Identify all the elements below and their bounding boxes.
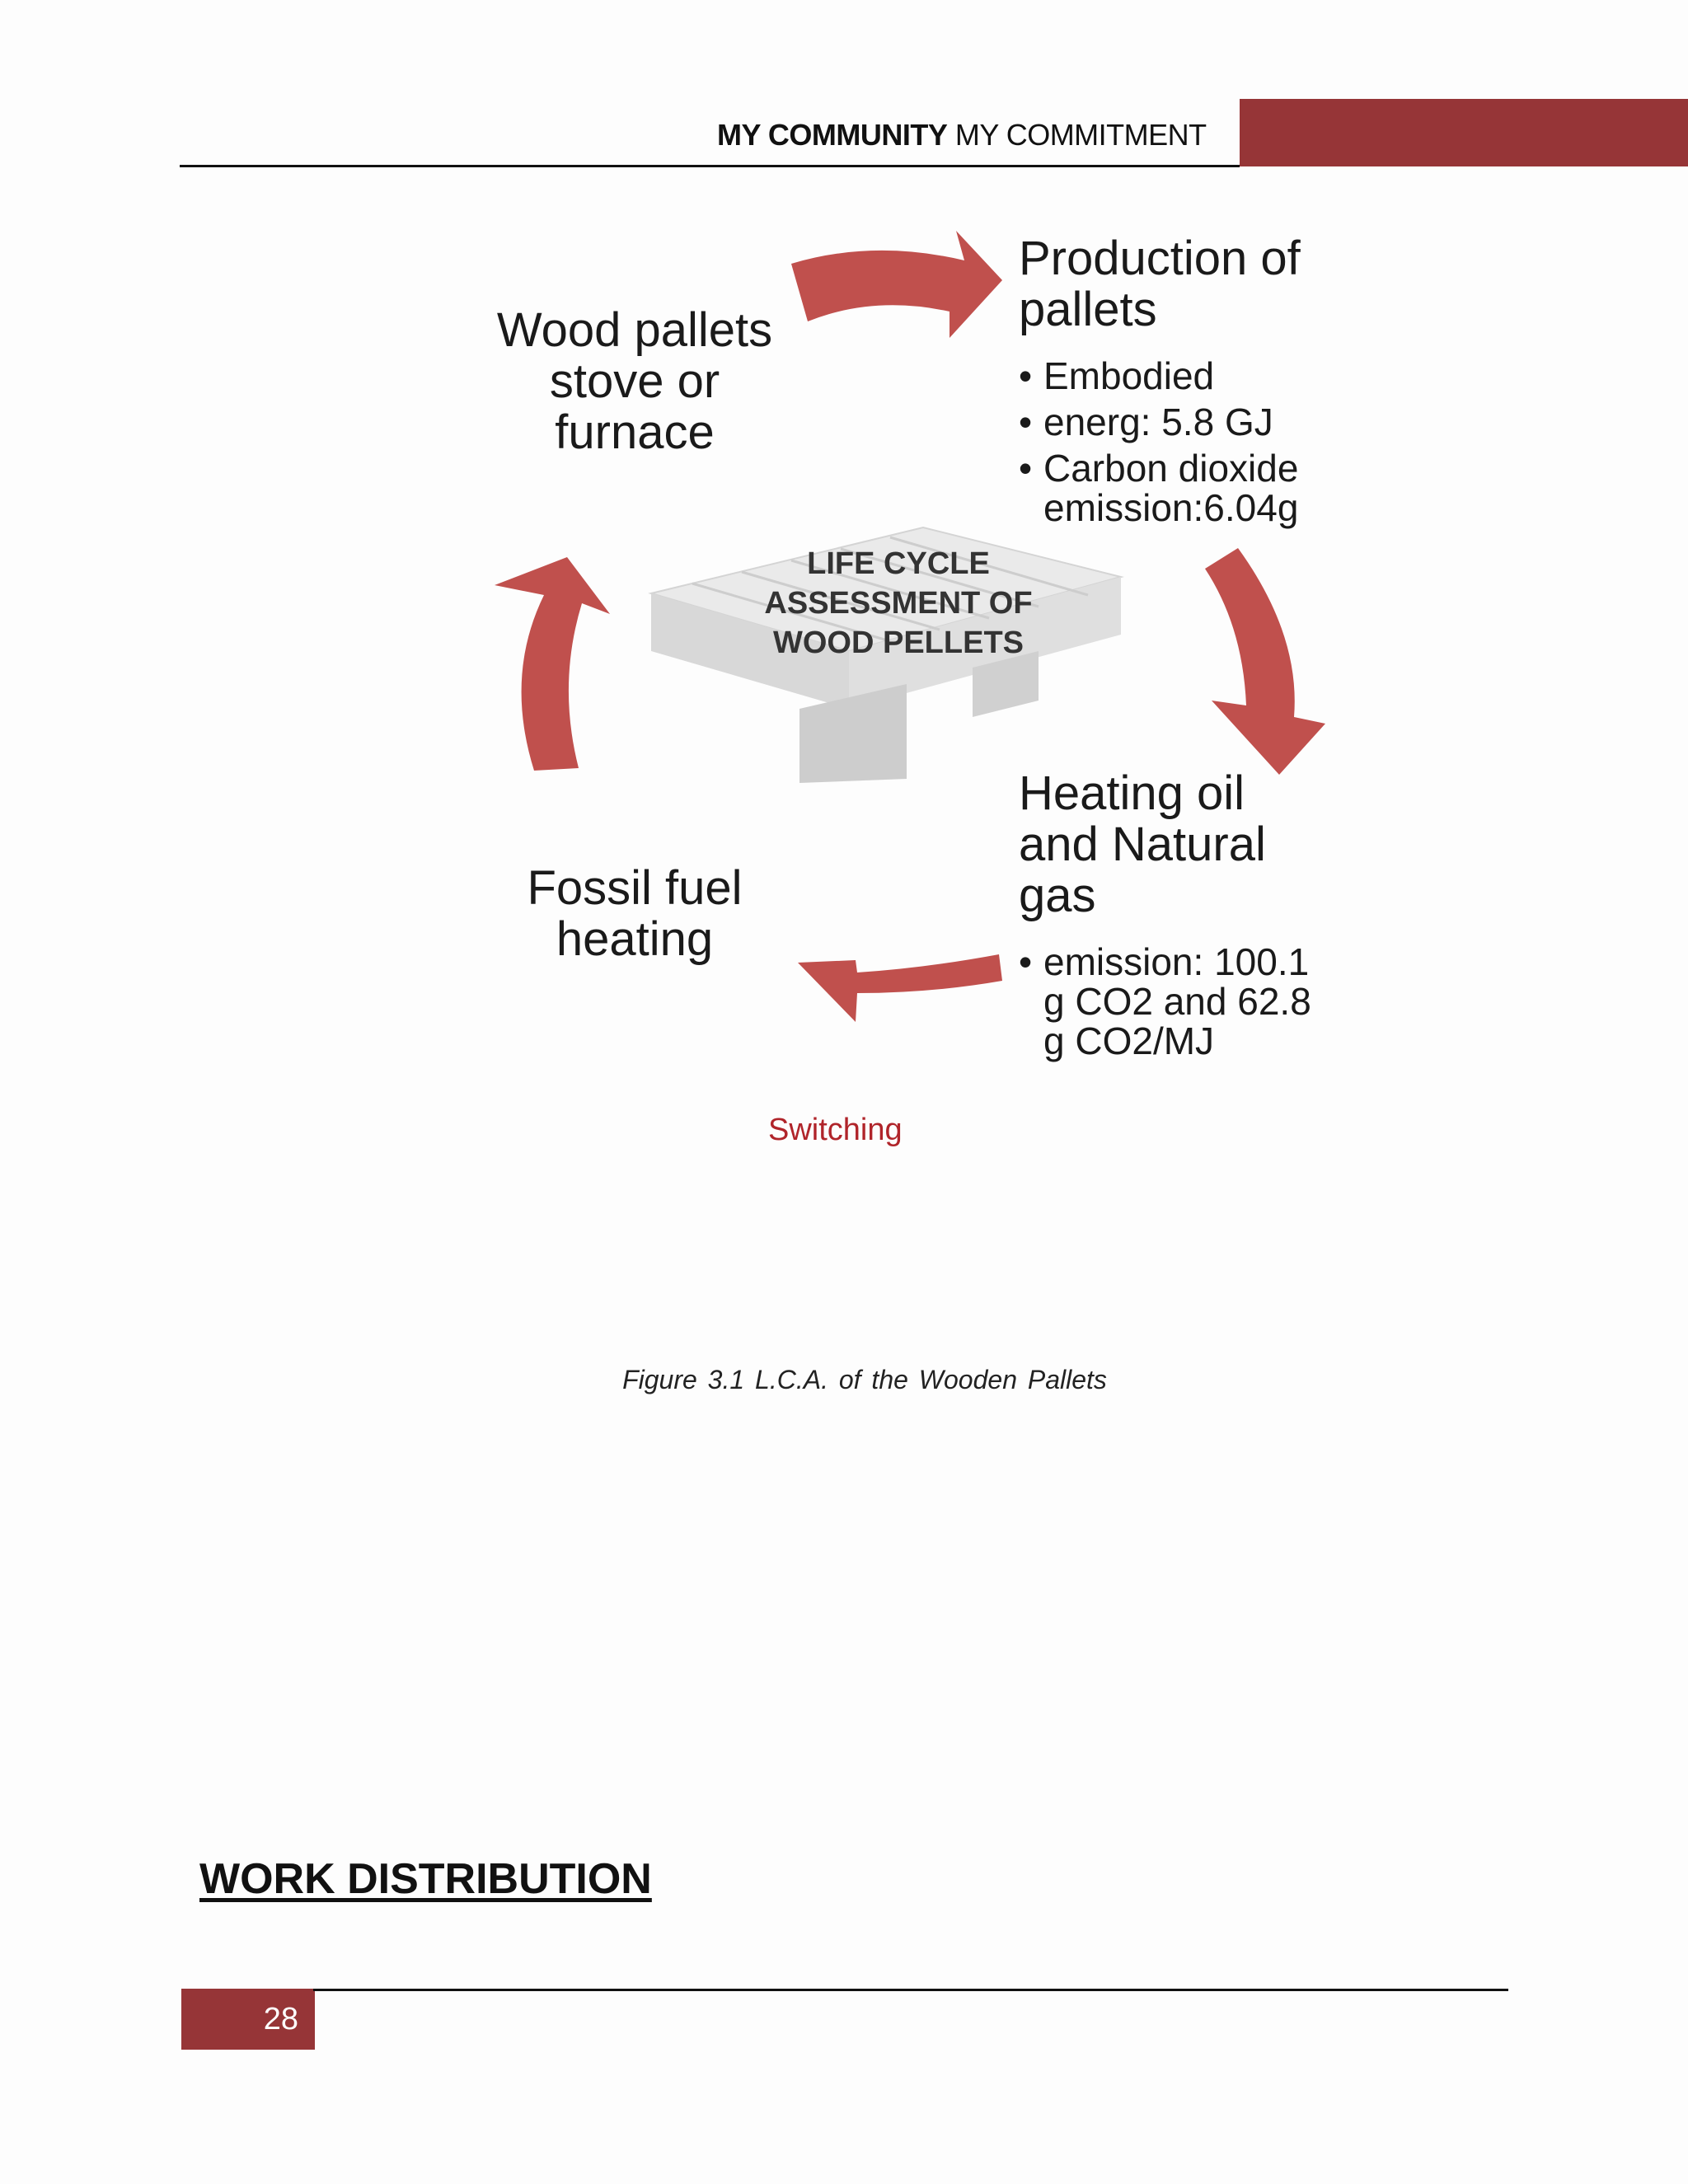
stage-fossil-title-2: heating <box>556 912 714 966</box>
bullet-embodied: • Embodied <box>1019 356 1365 396</box>
stage-wood-stove <box>478 305 791 458</box>
bullet-co2: • Carbon dioxide emission:6.04g <box>1019 448 1365 527</box>
arrow-to-heating-oil <box>1205 548 1325 775</box>
bullet-energy: • energ: 5.8 GJ <box>1019 402 1365 442</box>
switching-label: Switching <box>768 1113 903 1147</box>
stage-fossil-title-1: Fossil fuel <box>527 861 743 915</box>
arrow-to-fossil <box>798 954 1002 1022</box>
stage-production-bullets <box>1019 356 1365 534</box>
page-number: 28 <box>181 1989 315 2050</box>
stage-heating-oil-title-3: gas <box>1019 869 1096 922</box>
figure-caption: Figure 3.1 L.C.A. of the Wooden Pallets <box>622 1365 1107 1394</box>
bullet-emission: • emission: 100.1 g CO2 and 62.8 g CO2/MJ <box>1019 942 1340 1061</box>
stage-heating-oil-title-2: and Natural <box>1019 818 1266 871</box>
stage-heating-oil <box>1019 768 1266 921</box>
center-title-line-1: LIFE CYCLE <box>807 546 990 581</box>
section-title: WORK DISTRIBUTION <box>199 1855 652 1903</box>
stage-heating-oil-bullets <box>1019 942 1340 1067</box>
stage-wood-stove-title-3: furnace <box>555 405 715 459</box>
center-title-line-3: WOOD PELLETS <box>773 626 1024 660</box>
footer-rule <box>313 1989 1508 1991</box>
center-title-line-2: ASSESSMENT OF <box>764 586 1033 621</box>
stage-wood-stove-title-1: Wood pallets <box>496 303 773 357</box>
stage-wood-stove-title-2: stove or <box>549 354 720 408</box>
stage-heating-oil-title-1: Heating oil <box>1019 766 1245 820</box>
diagram-center-title <box>725 544 1071 663</box>
stage-production-title-1: Production of <box>1019 232 1301 285</box>
stage-production <box>1019 233 1301 335</box>
stage-production-title-2: pallets <box>1019 283 1157 336</box>
header-title-bold: MY COMMUNITY <box>717 118 948 152</box>
stage-fossil <box>486 863 783 965</box>
header-title-rest: MY COMMITMENT <box>954 118 1207 152</box>
arrow-to-wood-stove <box>495 557 610 771</box>
arrow-to-production <box>791 231 1002 338</box>
